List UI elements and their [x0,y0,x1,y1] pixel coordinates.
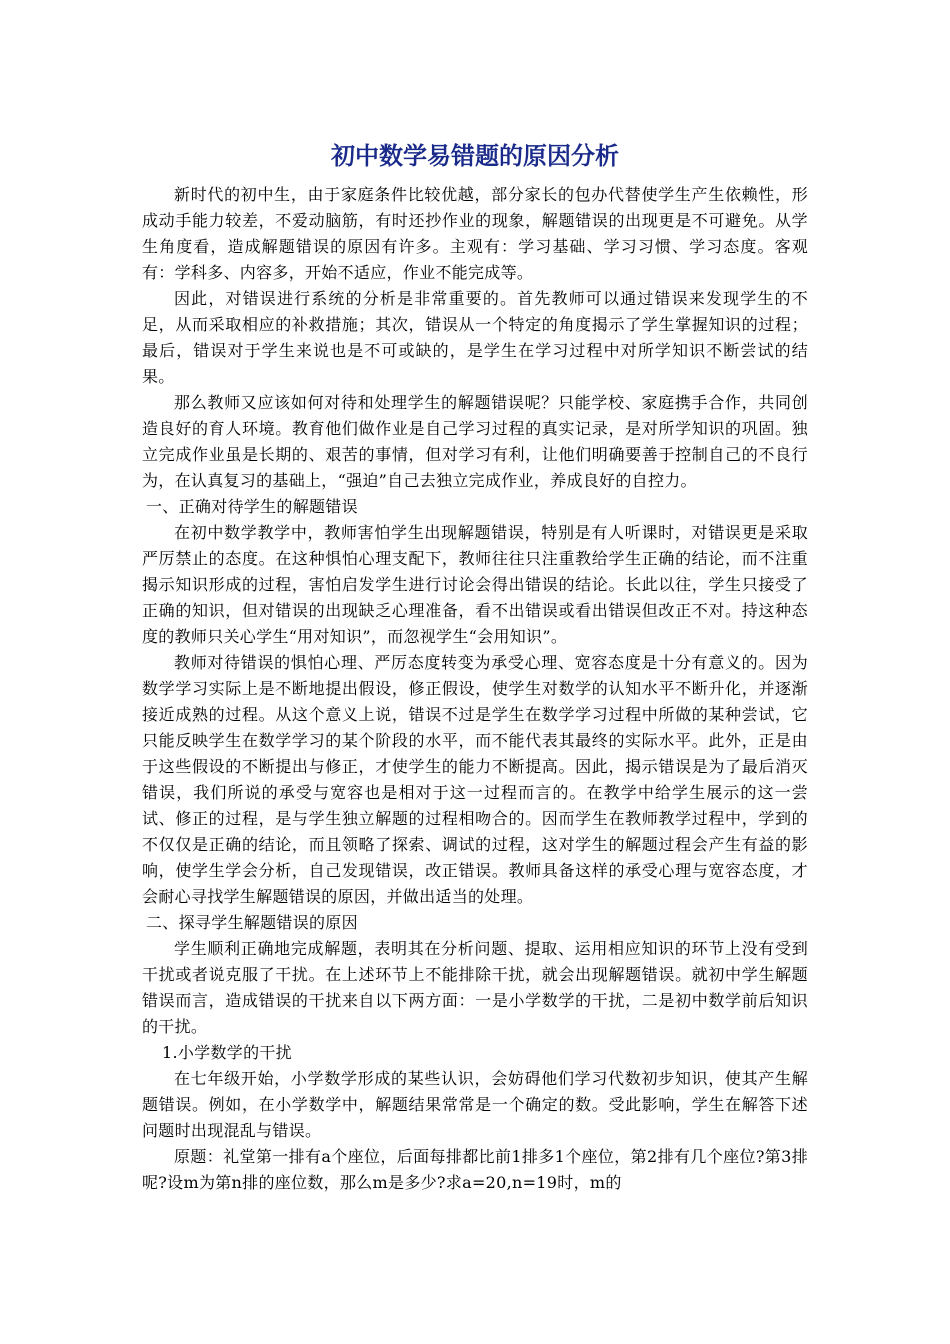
subsection-heading-1: 1.小学数学的干扰 [162,1043,292,1062]
paragraph-section1-b: 教师对待错误的惧怕心理、严厉态度转变为承受心理、宽容态度是十分有意义的。因为数学学习实际上是不断地提出假设，修正假设，使学生对数学的认知水平不断升化，并逐渐接近成熟的过程。从这个意义上说，错误不过是学生在数学学习过程中所做的某种尝试，它只能反映学生在数学学习的某个阶段的水平，而不能代表其最终的实际水平。此外，正是由于这些假设的不断提出与修正，才使学生的能力不断提高。因此，揭示错误是为了最后消灭错误，我们所说的承受与宽容也是相对于这一过程而言的。在教学中给学生展示的这一尝试、修正的过程，是与学生独立解题的过程相吻合的。因而学生在教师教学过程中，学到的不仅仅是正确的结论，而且领略了探索、调试的过程，这对学生的解题过程会产生有益的影响，使学生学会分析，自己发现错误，改正错误。教师具备这样的承受心理与宽容态度，才会耐心寻找学生解题错误的原因，并做出适当的处理。 [142,653,808,906]
paragraph-teacher-approach: 那么教师又应该如何对待和处理学生的解题错误呢？只能学校、家庭携手合作，共同创造良好的育人环境。教育他们做作业是自己学习过程的真实记录，是对所学知识的巩固。独立完成作业虽是长期的、艰苦的事情，但对学习有利，让他们明确要善于控制自己的不良行为，在认真复习的基础上，“强迫”自己去独立完成作业，养成良好的自控力。 [142,393,808,490]
section-heading-1: 一、正确对待学生的解题错误 [146,497,358,516]
document-title: 初中数学易错题的原因分析 [331,141,619,170]
section-heading-2: 二、探寻学生解题错误的原因 [146,913,358,932]
paragraph-section1-a: 在初中数学教学中，教师害怕学生出现解题错误，特别是有人听课时，对错误更是采取严厉禁止的态度。在这种惧怕心理支配下，教师往往只注重教给学生正确的结论，而不注重揭示知识形成的过程，害怕启发学生进行讨论会得出错误的结论。长此以往，学生只接受了正确的知识，但对错误的出现缺乏心理准备，看不出错误或看出错误但改正不对。持这种态度的教师只关心学生“用对知识”，而忽视学生“会用知识”。 [142,523,808,646]
document-page [142,126,808,1196]
paragraph-subsection1-a: 在七年级开始，小学数学形成的某些认识，会妨碍他们学习代数初步知识，使其产生解题错误。例如，在小学数学中，解题结果常常是一个确定的数。受此影响，学生在解答下述问题时出现混乱与错误。 [142,1069,808,1140]
paragraph-section2-a: 学生顺利正确地完成解题，表明其在分析问题、提取、运用相应知识的环节上没有受到干扰或者说克服了干扰。在上述环节上不能排除干扰，就会出现解题错误。就初中学生解题错误而言，造成错误的干扰来自以下两方面：一是小学数学的干扰，二是初中数学前后知识的干扰。 [142,939,808,1036]
paragraph-example-problem: 原题：礼堂第一排有a个座位，后面每排都比前1排多1个座位，第2排有几个座位?第3排呢?设m为第n排的座位数，那么m是多少?求a=20,n=19时，m的 [142,1147,808,1192]
paragraph-intro: 新时代的初中生，由于家庭条件比较优越，部分家长的包办代替使学生产生依赖性，形成动手能力较差，不爱动脑筋，有时还抄作业的现象，解题错误的出现更是不可避免。从学生角度看，造成解题错误的原因有许多。主观有：学习基础、学习习惯、学习态度。客观有：学科多、内容多，开始不适应，作业不能完成等。 [142,185,808,282]
paragraph-error-analysis: 因此，对错误进行系统的分析是非常重要的。首先教师可以通过错误来发现学生的不足，从而采取相应的补救措施；其次，错误从一个特定的角度揭示了学生掌握知识的过程；最后，错误对于学生来说也是不可或缺的，是学生在学习过程中对所学知识不断尝试的结果。 [142,289,808,386]
